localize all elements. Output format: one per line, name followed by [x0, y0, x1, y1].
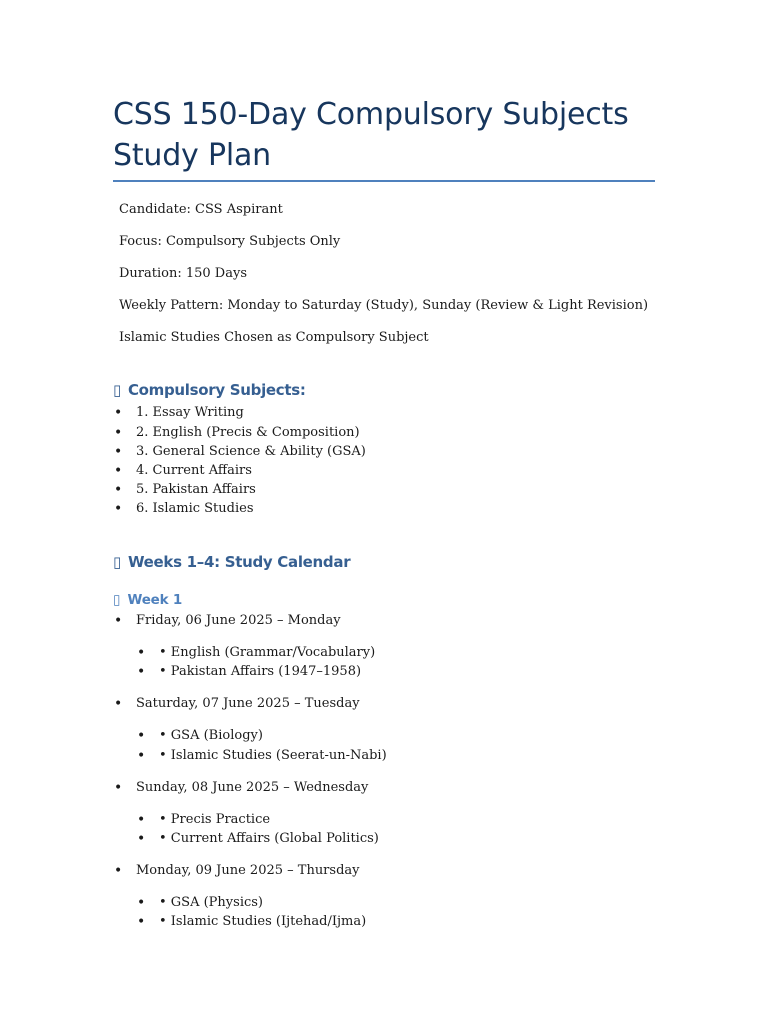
list-item	[114, 463, 252, 479]
calendar-heading-text: Weeks 1–4: Study Calendar	[127, 553, 351, 571]
bullet-icon: •	[114, 863, 123, 879]
task-item	[137, 895, 263, 911]
bullet-icon: •	[114, 482, 123, 498]
title-divider	[113, 180, 655, 182]
day-label: Monday, 09 June 2025 – Thursday	[136, 863, 360, 878]
subject-item: 5. Pakistan Affairs	[136, 482, 256, 497]
task-item	[137, 831, 379, 847]
candidate-line: Candidate: CSS Aspirant	[119, 202, 283, 217]
task-item	[137, 645, 376, 661]
bullet-icon: •	[114, 463, 123, 479]
calendar-heading	[113, 552, 350, 572]
subjects-heading-text: Compulsory Subjects:	[127, 381, 306, 399]
subject-item: 6. Islamic Studies	[136, 501, 254, 516]
bullet-icon: •	[137, 728, 146, 744]
duration-line: Duration: 150 Days	[119, 266, 247, 281]
week-heading-text: Week 1	[127, 592, 183, 608]
subject-item: 1. Essay Writing	[136, 405, 244, 420]
list-item	[114, 501, 254, 517]
task-label: • Islamic Studies (Ijtehad/Ijma)	[159, 914, 367, 929]
bullet-icon: •	[137, 831, 146, 847]
missing-glyph-icon: ▯	[113, 381, 121, 399]
subject-item: 2. English (Precis & Composition)	[136, 425, 360, 440]
focus-line: Focus: Compulsory Subjects Only	[119, 234, 341, 249]
day-label: Friday, 06 June 2025 – Monday	[136, 613, 341, 628]
task-label: • GSA (Biology)	[159, 728, 263, 743]
missing-glyph-icon: ▯	[113, 553, 121, 571]
bullet-icon: •	[137, 664, 146, 680]
bullet-icon: •	[114, 405, 123, 421]
task-label: • English (Grammar/Vocabulary)	[159, 645, 376, 660]
subject-item: 4. Current Affairs	[136, 463, 252, 478]
list-item	[114, 425, 360, 441]
task-item	[137, 914, 367, 930]
task-item	[137, 664, 362, 680]
bullet-icon: •	[137, 645, 146, 661]
list-item	[114, 482, 256, 498]
list-item	[114, 405, 244, 421]
day-item	[114, 780, 369, 796]
bullet-icon: •	[114, 780, 123, 796]
bullet-icon: •	[137, 748, 146, 764]
bullet-icon: •	[137, 914, 146, 930]
bullet-icon: •	[137, 895, 146, 911]
task-item	[137, 812, 271, 828]
day-item	[114, 696, 360, 712]
bullet-icon: •	[137, 812, 146, 828]
day-item	[114, 613, 341, 629]
week-heading	[113, 591, 182, 609]
task-label: • Current Affairs (Global Politics)	[159, 831, 379, 846]
islamic-studies-line: Islamic Studies Chosen as Compulsory Subject	[119, 330, 429, 345]
day-label: Saturday, 07 June 2025 – Tuesday	[136, 696, 360, 711]
task-label: • Pakistan Affairs (1947–1958)	[159, 664, 362, 679]
day-label: Sunday, 08 June 2025 – Wednesday	[136, 780, 369, 795]
bullet-icon: •	[114, 613, 123, 629]
missing-glyph-icon: ▯	[113, 592, 121, 608]
subject-item: 3. General Science & Ability (GSA)	[136, 444, 366, 459]
task-label: • Islamic Studies (Seerat-un-Nabi)	[159, 748, 387, 763]
bullet-icon: •	[114, 425, 123, 441]
task-item	[137, 748, 387, 764]
weekly-pattern-line: Weekly Pattern: Monday to Saturday (Study), Sunday (Review & Light Revision)	[119, 298, 649, 313]
subjects-heading	[113, 380, 306, 400]
bullet-icon: •	[114, 696, 123, 712]
bullet-icon: •	[114, 501, 123, 517]
page-title: CSS 150-Day Compulsory Subjects Study Plan	[113, 97, 629, 173]
list-item	[114, 444, 366, 460]
bullet-icon: •	[114, 444, 123, 460]
task-label: • GSA (Physics)	[159, 895, 263, 910]
task-label: • Precis Practice	[159, 812, 271, 827]
task-item	[137, 728, 263, 744]
day-item	[114, 863, 360, 879]
